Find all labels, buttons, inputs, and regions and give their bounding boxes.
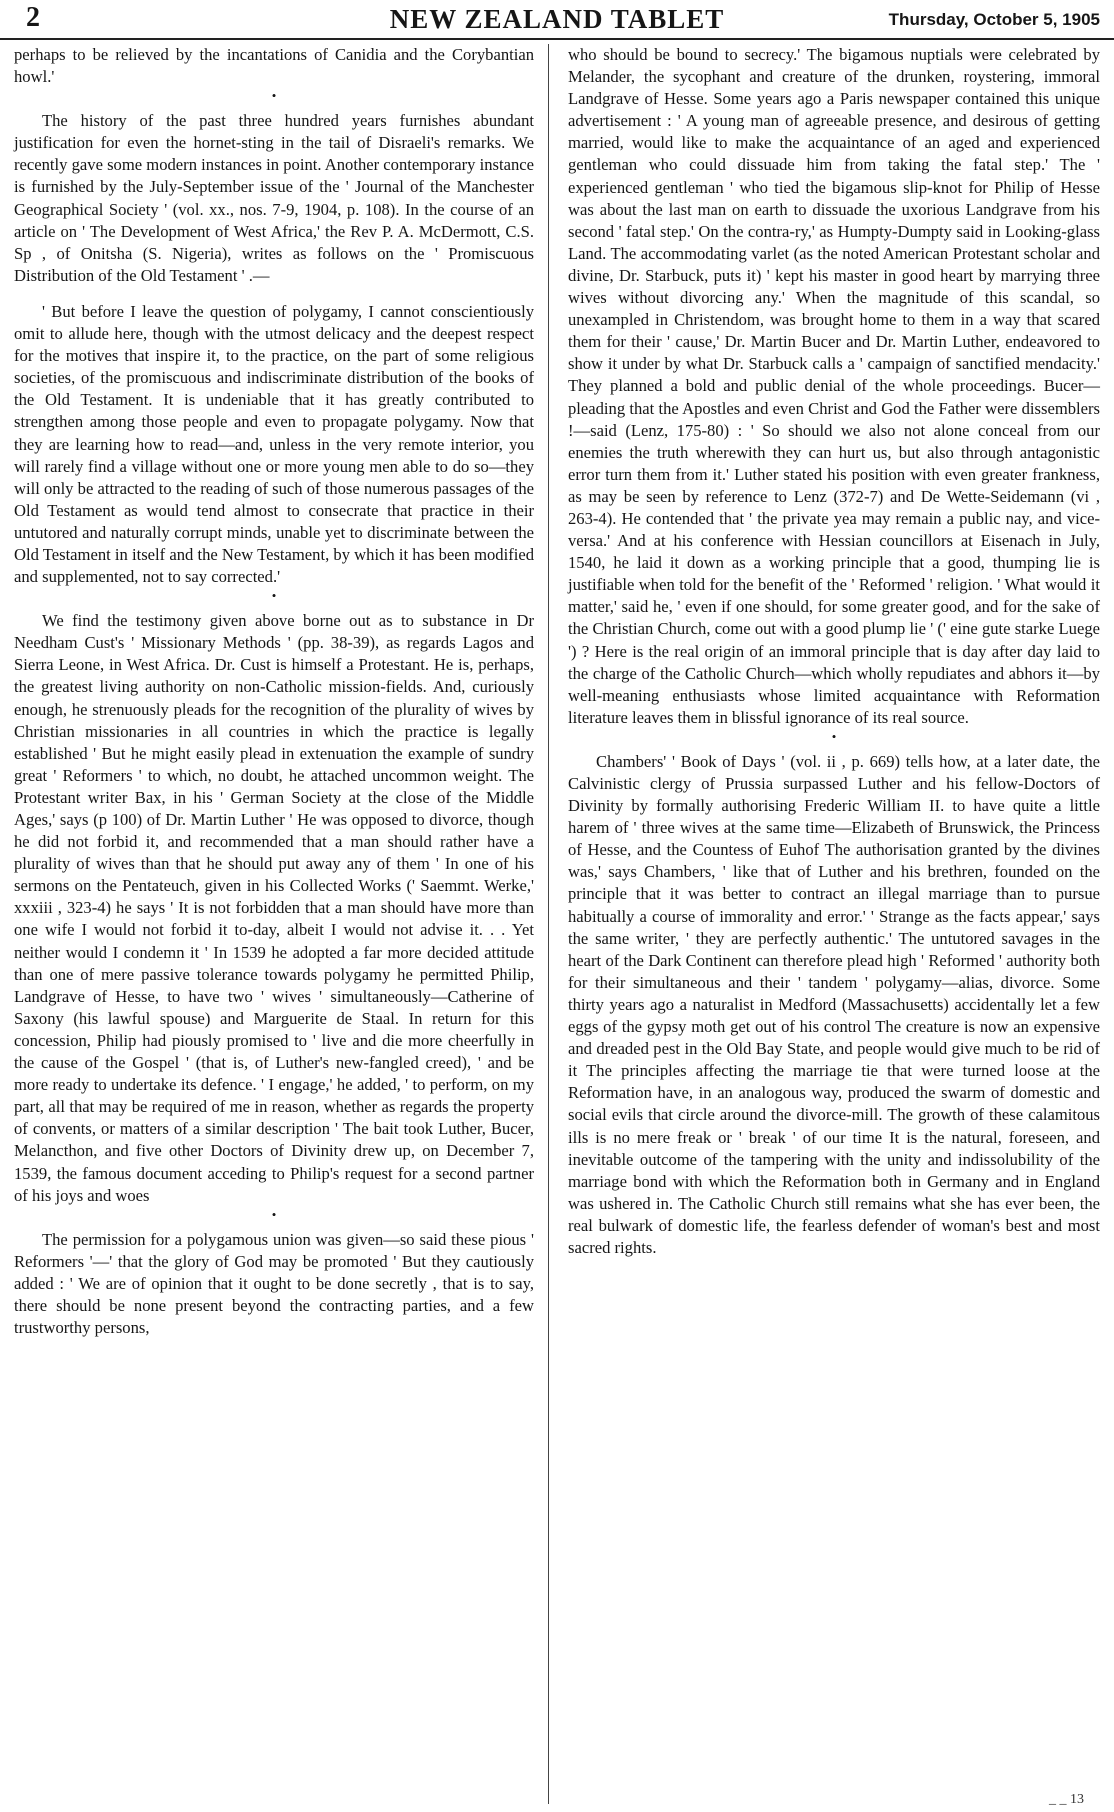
column-divider bbox=[548, 44, 549, 1804]
issue-date: Thursday, October 5, 1905 bbox=[888, 10, 1100, 29]
section-separator: • bbox=[271, 588, 277, 604]
newspaper-title: NEW ZEALAND TABLET bbox=[389, 4, 725, 34]
article-paragraph: We find the testimony given above borne out as to substance in Dr Needham Cust's ' Missionary Methods ' (pp. 38-39), as regards Lagos and Sierra Leone, in West Africa. Dr. Cust is himself a Protestant. He is, perhaps, the greatest living authority on non-Catholic mission-fields. And, curiously enough, he strenuously pleads for the recognition of the plurality of wives by Christian missionaries in all countries in which the practice is legally established ' But he might easily plead in extenuation the example of sundry great ' Reformers ' to which, no doubt, he attached uncommon weight. The Protestant writer Bax, in his ' German Society at the close of the Middle Ages,' says (p 100) of Dr. Martin Luther ' He was opposed to divorce, though he did not forbid it, and recommended that a man should rather have a plurality of wives than that he should put away any of them ' In one of his sermons on the Pentateuch, given in his Collected Works (' Saemmt. Werke,' xxxiii , 323-4) he says ' It is not forbidden that a man should have more than one wife I would not forbid it to-day, albeit I would not advise it. . . Yet neither would I condemn it ' In 1539 he adopted a far more decided attitude than one of mere passive tolerance towards polygamy he permitted Philip, Landgrave of Hesse, to have two ' wives ' simultaneously—Catherine of Saxony (his lawful spouse) and Marguerite de Staal. In return for this concession, Philip had piously promised to ' live and die more cheerfully in the cause of the Gospel ' (that is, of Luther's new-fangled creed), ' and be more ready to undertake its defence. ' I engage,' he added, ' to perform, on my part, all that may be required of me in reason, whether as regards the property of convents, or matters of a similar description ' The bait took Luther, Bucer, Melancthon, and five other Doctors of Divinity drew up, on December 7, 1539, the famous document acceding to Philip's request for a second partner of his joys and woes bbox=[14, 611, 534, 1205]
article-paragraph: ' But before I leave the question of polygamy, I cannot conscientiously omit to allude here, though with the utmost delicacy and the deepest respect for the motives that inspire it, to the practice, on the part of some religious societies, of the promiscuous and indiscriminate distribution of the books of the Old Testament. It is undeniable that it has greatly contributed to strengthen among those people and even to propagate polygamy. Now that they are learning how to read—and, unless in the very remote interior, you will rarely find a village without one or more young men able to do so—they will only be attracted to the reading of such of those numerous passages of the Old Testament as would tend almost to consecrate that practice in their untutored and naturally corrupt minds, unable yet to discriminate between the Old Testament in itself and the New Testament, by which it has been modified and supplemented, not to say corrected.' bbox=[14, 301, 534, 587]
article-paragraph: who should be bound to secrecy.' The bigamous nuptials were celebrated by Melander, the sycophant and creature of the drunken, roystering, immoral Landgrave of Hesse. Some years ago a Paris newspaper contained this unique advertisement : ' A young man of agreeable presence, and desirous of getting married, would like to make the acquaintance of an aged and experienced gentleman who could dissuade him from taking the fatal step.' The ' experienced gentleman ' who tied the bigamous slip-knot for Philip of Hesse was about the last man on earth to dissuade the uxorious Landgrave from his second ' fatal step.' On the contra-ry,' as Humpty-Dumpty said in Looking-glass Land. The accommodating varlet (as the noted American Protestant scholar and divine, Dr. Starbuck, puts it) ' kept his master in good heart by marrying three wives without divorcing any.' When the magnitude of this scandal, so unexampled in Christendom, was brought home to them in a way that scared them for their ' cause,' Dr. Martin Bucer and Dr. Martin Luther, endeavored to show it under by what Dr. Starbuck calls a ' campaign of sanctified mendacity.' They planned a bold and public denial of the whole proceedings. Bucer—pleading that the Apostles and even Christ and God the Father were dissemblers !—said (Lenz, 175-80) : ' So should we also not alone conceal from our enemies the truth wherewith they can hurt us, but also through antagonistic error turn them from it.' Luther stated his position with even greater frankness, as may be seen by reference to Lenz (372-7) and De Wette-Seidemann (vi , 263-4). He contended that ' the private yea may remain a public nay, and vice-versa.' And at his conference with Hessian councillors at Eisenach in July, 1540, he laid it down as a working principle that a good, thumping lie is justifiable when told for the benefit of the ' Reformed ' religion. ' What would it matter,' said he, ' even if one should, for some greater good, and for the sake of the Christian Church, come out with a good plump lie ' (' eine gute starke Luege ') ? Here is the real origin of an immoral principle that is day after day laid to the charge of the Catholic Church—which wholly repudiates and abhors it—by well-meaning enthusiasts whose limited acquaintance with Reformation literature leaves them in blissful ignorance of its real source. bbox=[568, 45, 1100, 727]
article-paragraph: perhaps to be relieved by the incantations of Canidia and the Corybantian howl.' bbox=[14, 45, 534, 87]
page-number: 2 bbox=[26, 2, 40, 33]
page-corner-mark: _ _ 13 bbox=[1049, 1792, 1084, 1807]
section-separator: • bbox=[271, 1206, 277, 1222]
right-column bbox=[568, 44, 1100, 1259]
article-paragraph: Chambers' ' Book of Days ' (vol. ii , p. 669) tells how, at a later date, the Calvinistic clergy of Prussia surpassed Luther and his fellow-Doctors of Divinity by formally authorising Frederic William II. to have quite a little harem of ' three wives at the same time—Elizabeth of Brunswick, the Princess of Hesse, and the Countess of Euhof The authorisation granted by the divines was,' says Chambers, ' like that of Luther and his brethren, founded on the principle that it was better to contract an illegal marriage than to pursue habitually a course of immorality and error.' ' Strange as the facts appear,' says the same writer, ' they are perfectly authentic.' The untutored savages in the heart of the Dark Continent can therefore plead high ' Reformed ' authority both for their simultaneous and their ' tandem ' polygamy—alias, divorce. Some thirty years ago a naturalist in Medford (Massachusetts) accidentally let a few eggs of the gypsy moth get out of his control The creature is now an expensive and dreaded pest in the Old Bay State, and people would give much to be rid of it The principles affecting the marriage tie that were turned loose at the Reformation have, in an analogous way, produced the swarm of domestic and social evils that circle around the divorce-mill. The growth of these calamitous ills is no mere freak or ' break ' of our time It is the natural, foreseen, and inevitable outcome of the tampering with the unity and indissolubility of the marriage bond with which the Reformation both in Germany and in England was ushered in. The Catholic Church still remains what she has ever been, the real bulwark of domestic life, the fearless defender of woman's best and most sacred rights. bbox=[568, 751, 1100, 1257]
article-paragraph: The history of the past three hundred years furnishes abundant justification for even the hornet-sting in the tail of Disraeli's remarks. We recently gave some modern instances in point. Another contemporary instance is furnished by the July-September issue of the ' Journal of the Manchester Geographical Society ' (vol. xx., nos. 7-9, 1904, p. 108). In the course of an article on ' The Development of West Africa,' the Rev P. A. McDermott, C.S. Sp , of Onitsha (S. Nigeria), writes as follows on the ' Promiscuous Distribution of the Old Testament ' .— bbox=[14, 111, 534, 285]
section-separator: • bbox=[831, 728, 837, 744]
masthead bbox=[0, 0, 1114, 40]
article-paragraph: The permission for a polygamous union was given—so said these pious ' Reformers '—' that the glory of God may be promoted ' But they cautiously added : ' We are of opinion that it ought to be done secretly , that is to say, there should be none present beyond the contracting parties, and a few trustworthy persons, bbox=[14, 1229, 534, 1338]
section-separator: • bbox=[271, 88, 277, 104]
left-column bbox=[14, 44, 534, 1339]
